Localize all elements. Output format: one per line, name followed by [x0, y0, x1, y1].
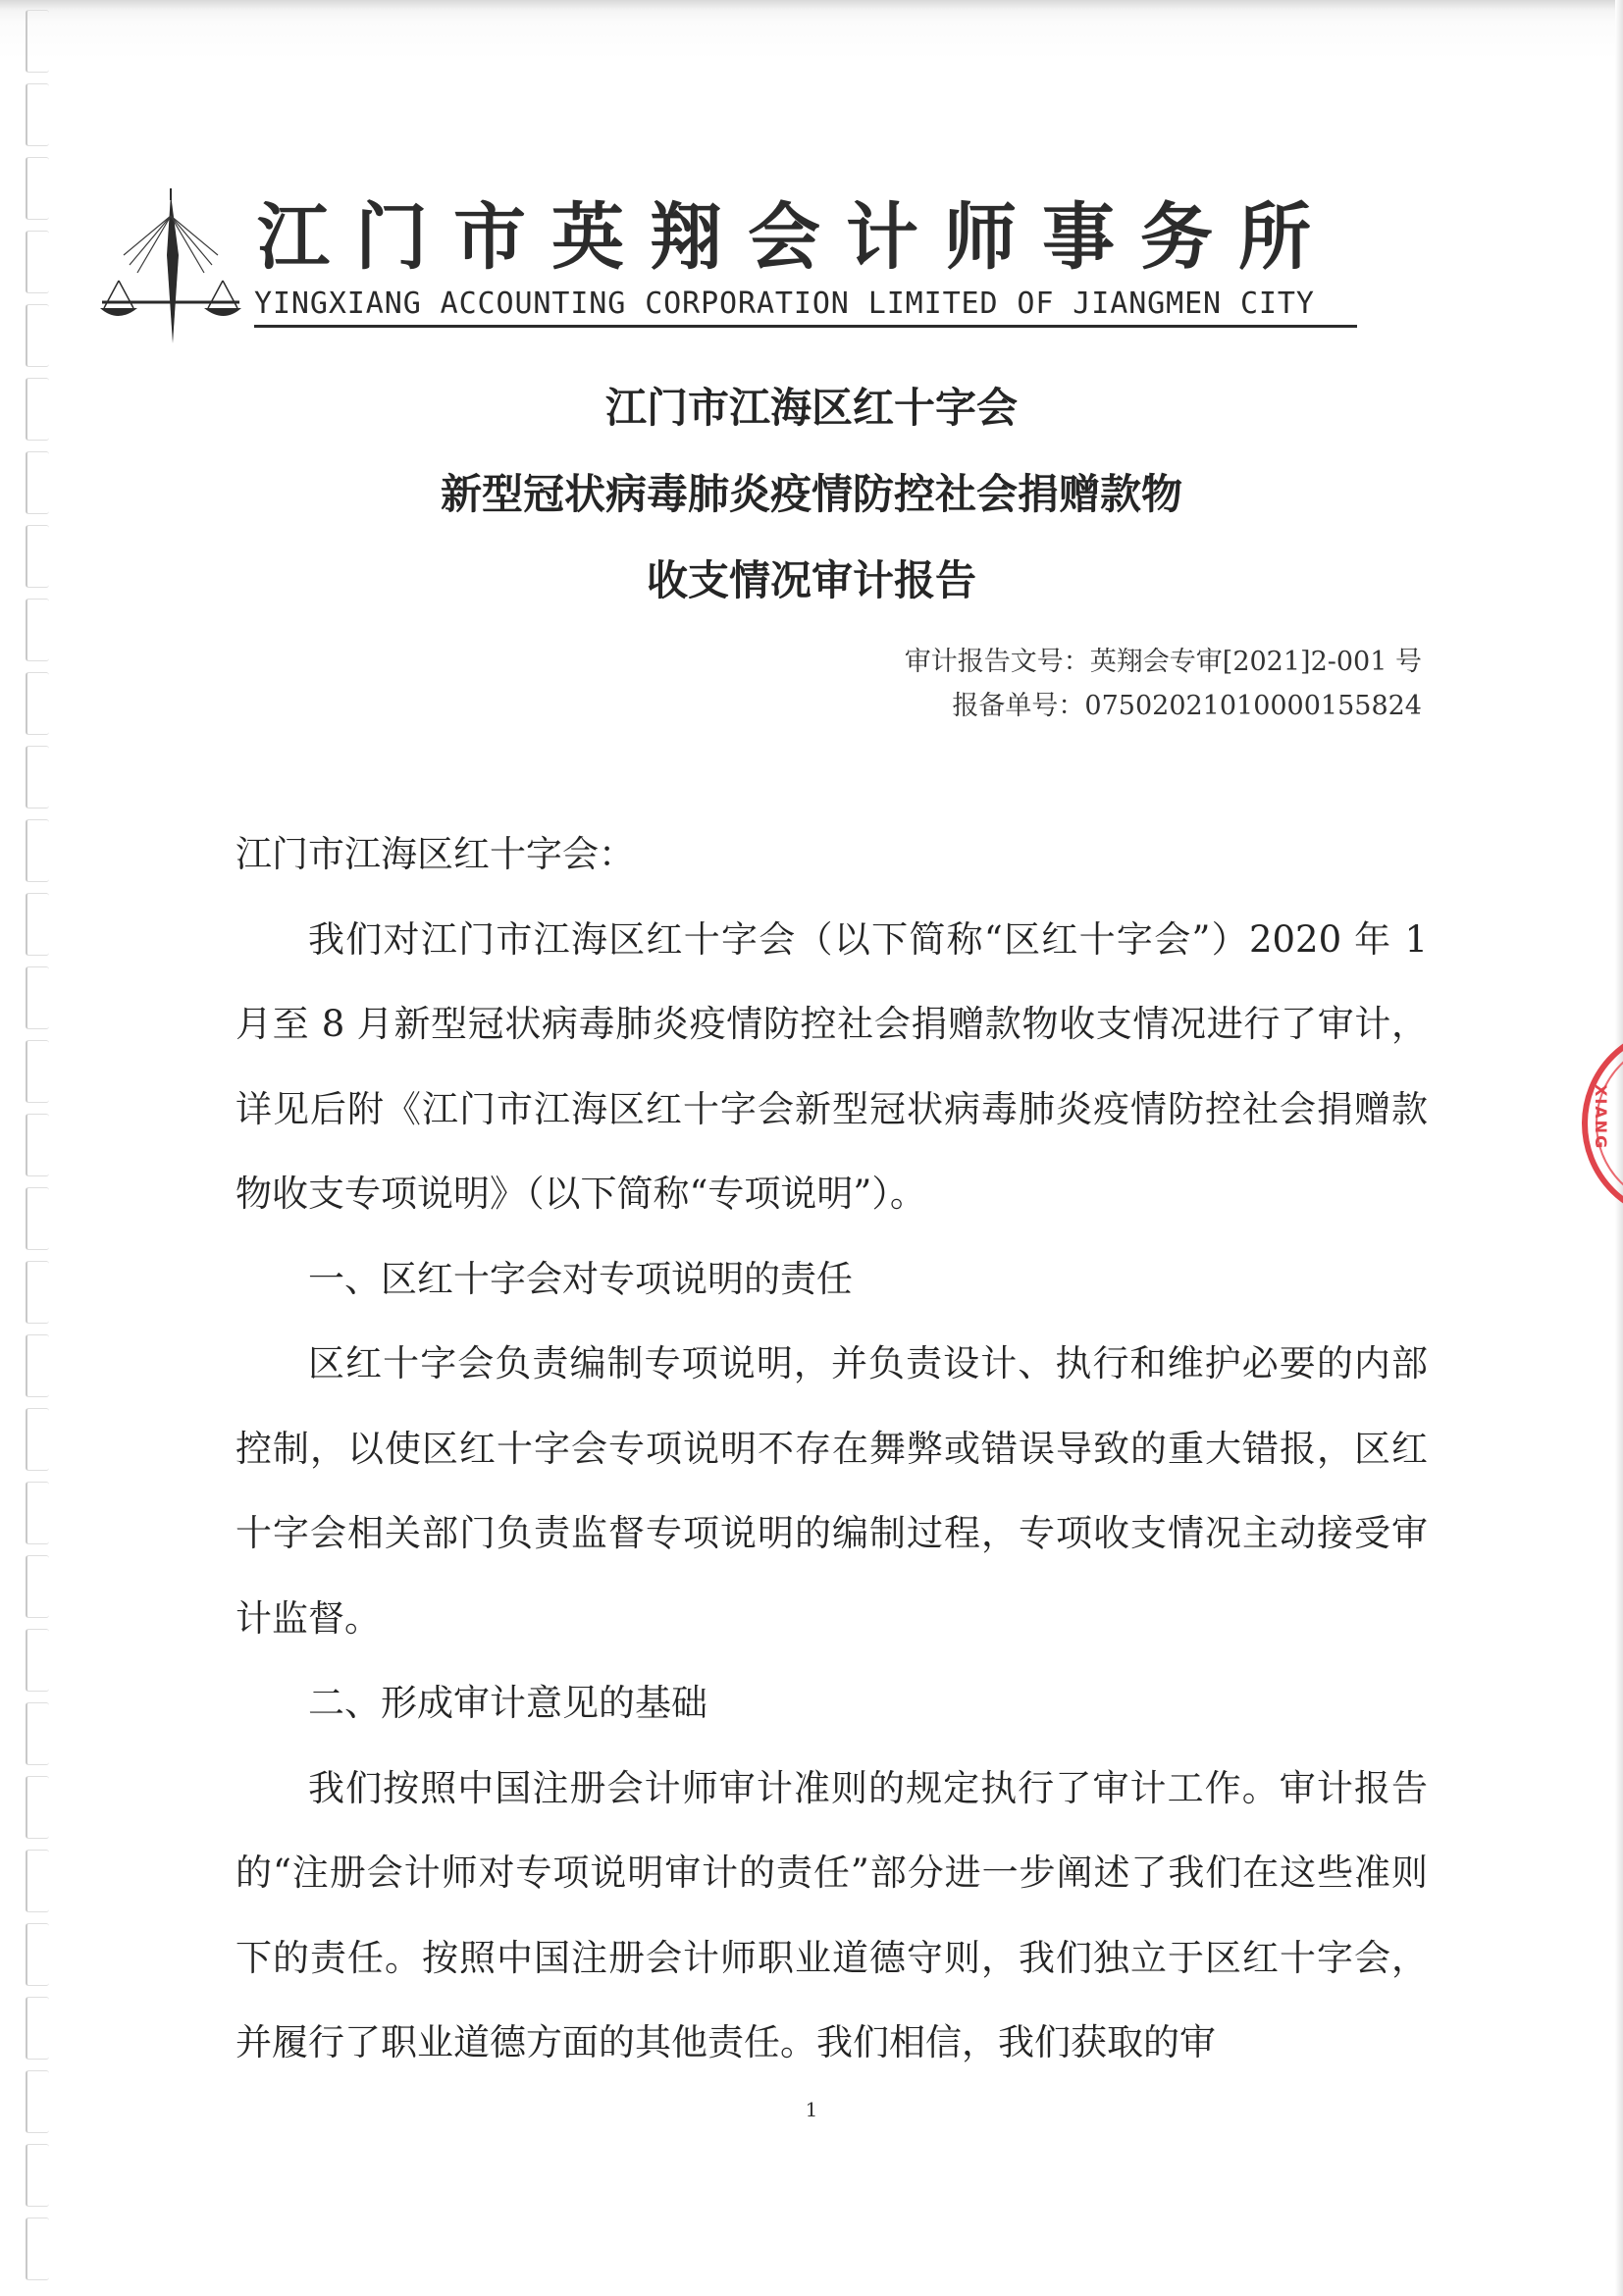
firm-name-chinese: 江门市英翔会计师事务所 — [257, 195, 1336, 280]
binding-mark — [26, 304, 49, 367]
binding-mark — [26, 1187, 49, 1250]
filing-number: 报备单号：07502021010000155824 — [952, 691, 1422, 721]
binding-mark — [26, 1334, 49, 1397]
binding-mark — [26, 1702, 49, 1765]
addressee: 江门市江海区红十字会： — [236, 833, 635, 875]
binding-mark — [26, 1555, 49, 1618]
binding-mark — [26, 1850, 49, 1912]
binding-mark — [26, 966, 49, 1029]
binding-mark — [26, 1408, 49, 1471]
binding-mark — [26, 599, 49, 661]
binding-mark — [26, 1114, 49, 1176]
binding-strip — [26, 0, 55, 2296]
binding-mark — [26, 157, 49, 220]
binding-mark — [26, 2144, 49, 2207]
binding-mark — [26, 2218, 49, 2280]
binding-mark — [26, 1482, 49, 1544]
binding-mark — [26, 83, 49, 146]
binding-mark — [26, 893, 49, 956]
binding-mark — [26, 1997, 49, 2060]
binding-mark — [26, 1261, 49, 1324]
binding-mark — [26, 1923, 49, 1986]
page-number: 1 — [805, 2098, 818, 2121]
binding-mark — [26, 10, 49, 73]
paragraph-responsibility: 区红十字会负责编制专项说明，并负责设计、执行和维护必要的内部控制，以使区红十字会专项说明不存在舞弊或错误导致的重大错报，区红十字会相关部门负责监督专项说明的编制过程，专项收支情况主动接受审计监督。 — [236, 1342, 1428, 1640]
report-title-line-2: 新型冠状病毒肺炎疫情防控社会捐赠款物 — [440, 470, 1182, 518]
binding-mark — [26, 672, 49, 735]
paragraph-intro: 我们对江门市江海区红十字会（以下简称“区红十字会”）2020 年 1 月至 8 月新型冠状病毒肺炎疫情防控社会捐赠款物收支情况进行了审计，详见后附《江门市江海区红十字会新型冠状病毒肺炎疫情防控社会捐赠款物收支专项说明》（以下简称“专项说明”）。 — [236, 917, 1428, 1215]
binding-mark — [26, 746, 49, 809]
binding-mark — [26, 819, 49, 882]
binding-mark — [26, 1776, 49, 1839]
binding-mark — [26, 1629, 49, 1692]
binding-mark — [26, 1040, 49, 1103]
firm-name-english: YINGXIANG ACCOUNTING CORPORATION LIMITED OF JIANGMEN CITY — [254, 287, 1357, 328]
paragraph-basis: 我们按照中国注册会计师审计准则的规定执行了审计工作。审计报告的“注册会计师对专项说明审计的责任”部分进一步阐述了我们在这些准则下的责任。按照中国注册会计师职业道德守则，我们独立于区红十字会，并履行了职业道德方面的其他责任。我们相信，我们获取的审 — [236, 1766, 1428, 2063]
section-heading-2: 二、形成审计意见的基础 — [308, 1682, 707, 1724]
red-seal-text: XIANG — [1592, 1084, 1610, 1151]
report-number: 审计报告文号：英翔会专审[2021]2-001 号 — [904, 647, 1422, 677]
report-title-line-1: 江门市江海区红十字会 — [604, 384, 1018, 432]
report-title-line-3: 收支情况审计报告 — [646, 556, 976, 604]
firm-logo-icon — [94, 186, 247, 353]
report-body — [236, 812, 1428, 2086]
section-heading-1: 一、区红十字会对专项说明的责任 — [308, 1257, 853, 1300]
binding-mark — [26, 231, 49, 293]
